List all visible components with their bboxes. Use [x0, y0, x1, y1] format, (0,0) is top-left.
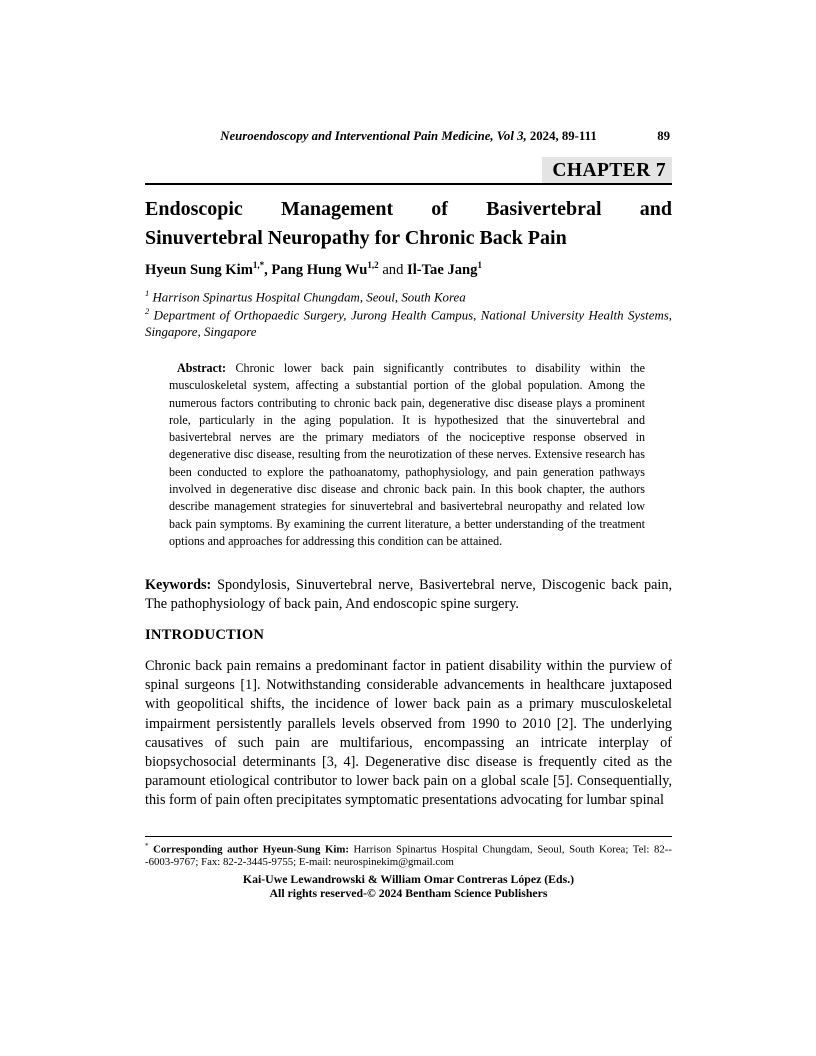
chapter-title: [145, 195, 672, 252]
affiliation-2-text: Department of Orthopaedic Surgery, Jurong Health Campus, National University Health Systems, Singapore, Singapore: [145, 308, 672, 340]
abstract-block: [169, 360, 645, 550]
footnote-text: Harrison Spinartus Hospital Chungdam, Seoul, South Korea; Tel: 82---6003-9767; Fax: 82-2-3445-9755; E-mail: neurospinekim@gmail.com: [145, 843, 672, 868]
footnote-divider: [145, 836, 672, 837]
abstract-text: Chronic lower back pain significantly contributes to disability within the musculoskeletal system, affecting a substantial portion of the global population. Among the numerous factors contributing to chronic back pain, degenerative disc disease plays a prominent role, particularly in the aging population. It is hypothesized that the sinuvertebral and basivertebral nerves are the primary mediators of the nociceptive response observed in degenerative disc disease, resulting from the neurotization of these nerves. Extensive research has been conducted to explore the pathoanatomy, pathophysiology, and pain generation pathways involved in degenerative disc disease and chronic back pain. In this book chapter, the authors describe management strategies for sinuvertebral and basivertebral neuropathy and related low back pain symptoms. By examining the current literature, a better understanding of the treatment options and approaches for addressing this condition can be attained.: [169, 361, 645, 548]
affiliation-2: [145, 303, 672, 341]
running-head: [145, 129, 672, 147]
copyright-line: All rights reserved-© 2024 Bentham Science Publishers: [269, 886, 548, 900]
section-heading-introduction: INTRODUCTION: [145, 627, 265, 643]
chapter-header-rule: [145, 151, 672, 185]
footnote-bold-label: Corresponding author Hyeun-Sung Kim:: [148, 843, 349, 856]
chapter-title-line2: Sinuvertebral Neuropathy for Chronic Back Pain: [145, 226, 567, 249]
abstract-label: Abstract:: [177, 361, 227, 375]
footnote-marker: *: [145, 842, 149, 850]
author-line: [145, 260, 672, 279]
corresponding-author-footnote: [145, 840, 672, 868]
keywords-label: Keywords:: [145, 577, 212, 593]
chapter-label: CHAPTER 7: [542, 157, 672, 183]
author-1: Hyeun Sung Kim: [145, 261, 253, 278]
author-3-affiliation-marker: 1: [477, 260, 482, 270]
author-1-affiliation-marker: 1,*: [252, 260, 265, 270]
author-2-affiliation-marker: 1,2: [367, 260, 379, 270]
affiliation-1-marker: 1: [145, 288, 150, 298]
affiliation-1-text: Harrison Spinartus Hospital Chungdam, Seoul, South Korea: [149, 290, 466, 305]
introduction-paragraph: Chronic back pain remains a predominant factor in patient disability within the purview of spinal surgeons [1]. Notwithstanding considerable advancements in healthcare juxtaposed with geopolitical shifts, the incidence of lower back pain as a primary musculoskeletal impairment persistently parallels levels observed from 1990 to 2010 [2]. The underlying causatives of such pain are multifarious, encompassing an intricate interplay of biopsychosocial determinants [3, 4]. Degenerative disc disease is frequently cited as the paramount etiological contributor to lower back pain on a global scale [5]. Consequentially, this form of pain often precipitates symptomatic presentations advocating for lumbar spinal: [145, 658, 672, 809]
keywords-block: [145, 576, 672, 614]
author-separator: ,: [264, 261, 272, 278]
chapter-title-line1: Endoscopic Management of Basivertebral and: [145, 198, 672, 220]
editors-line: Kai-Uwe Lewandrowski & William Omar Contreras López (Eds.): [242, 872, 575, 886]
affiliation-2-marker: 2: [145, 306, 150, 316]
journal-volume-info: 2024, 89-111: [526, 129, 597, 143]
keywords-text: Spondylosis, Sinuvertebral nerve, Basivertebral nerve, Discogenic back pain, The pathophysiology of back pain, And endoscopic spine surgery.: [145, 577, 672, 612]
author-3: Il-Tae Jang: [407, 261, 478, 278]
journal-title: Neuroendoscopy and Interventional Pain Medicine, Vol 3,: [220, 129, 527, 143]
publisher-footer: [145, 872, 672, 900]
author-2: Pang Hung Wu: [271, 261, 368, 278]
page-number: 89: [657, 129, 670, 143]
author-conjunction: and: [378, 261, 408, 278]
